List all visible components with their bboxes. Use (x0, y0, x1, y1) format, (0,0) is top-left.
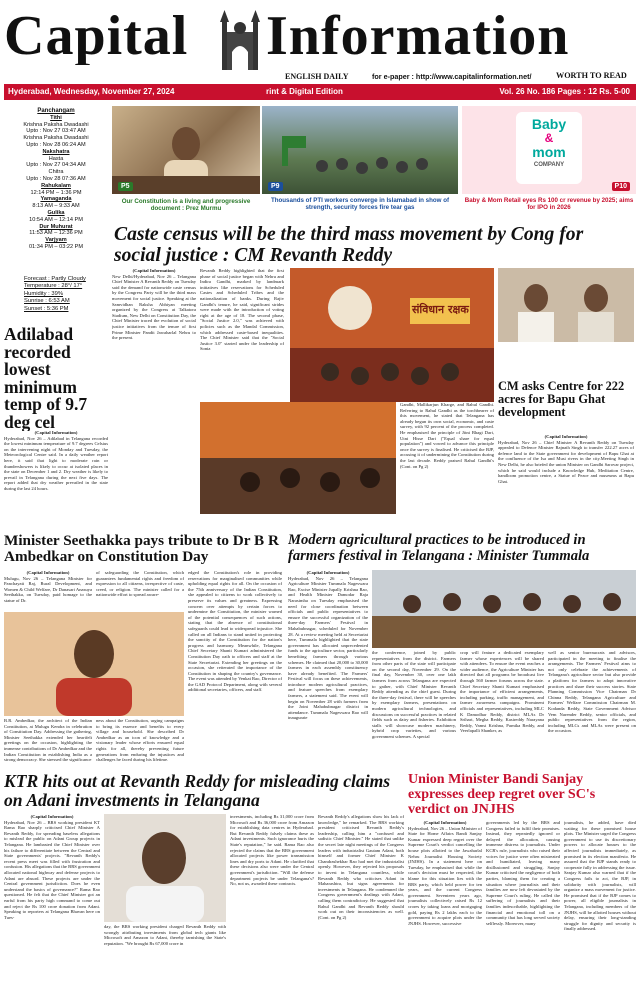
panchangam-line: Krishna Paksha Dwadashi (23, 121, 89, 128)
samvidhan-banner: संविधान रक्षक (412, 303, 469, 316)
ad-line2: mom (532, 144, 566, 160)
panchangam-line: Upto : Nov 28 07:36 AM (26, 175, 86, 182)
panchangam-line: 10:54 AM – 12:14 PM (29, 216, 83, 223)
ktr-text-3: investments, including Rs 31,000 crore from Microsoft and Rs 36,000 crore from Amazon for establishing data centres in Hyderabad. But Revanth Reddy falsely claims these as Adani investments. Such ignorance hurts the State's reputation," he said. Rama Rao also rejected the claims that the BRS government allocated projects like power transmission lines and dry ports to Adani. He clarified that these decisions also were under the Central government's jurisdiction. "Will the defense department projects be under Telangana's? No, not us, awarded these contracts. (230, 814, 314, 887)
tummala-col-3 (460, 650, 544, 770)
panchangam-box (4, 106, 108, 276)
tummala-text-1: Hyderabad, Nov 26 – Telangana Agriculture Minister Tummala Nageswara Rao, Excise Minister Jupally Krishna Rao, and Health Minister Damodar Raja Narasimha on Tuesday emphasised the need for close coordination between officials and public representatives to ensure the successful organization of the three-day Farmers' Festival in Mahabubnagar, scheduled for November 28. At a review meeting held at Secretariat here, Tummala highlighted that the state government has allocated unprecedented funds to the agriculture sector, particularly benefiting farmers through various schemes. He claimed that 20,000 to 30,000 farmers in each assembly constituency have already benefited. The Farmers' Festival will focus on these achievements, introduce modern agricultural practices, and feature speeches from exemplary farmers, a statement said. The event will begin on November 28 with farmers from the Joint Mahabubnagar district in attendance. Tummala Nageswara Rao will inaugurate (288, 575, 368, 721)
sanjay-text-1: Hyderabad, Nov 26 – Union Minister of State for Home Affairs Bandi Sanjay Kumar expressed deep regret over the Supreme Court's verdict cancelling the house plots allotted to the Jawaharlal Nehru Journalist Housing Society (JNJHS). In a statement here on Tuesday, he emphasised that while the court's decision must be respected, the blame for this situation lies with the BRS party, which held power for ten years, and the current Congress government. Seventeen years ago, journalists collectively raised Rs 12 crores by taking loans and mortgaging gold, paying Rs 2 lakhs each to the government to acquire plots under the JNJHS. However, successive (408, 825, 482, 926)
weather-sunset: Sunset : 5:36 PM (24, 305, 69, 312)
panchangam-label: Rahukalam (41, 182, 71, 189)
ktr-photo (104, 814, 226, 922)
ktr-headline: KTR hits out at Revanth Reddy for misleading claims on Adani investments in Telangana (4, 772, 391, 810)
panchangam-label: Tithi (50, 114, 62, 121)
ktr-text-2: day, the BRS working president charged Revanth Reddy with wrongly attributing investments from global tech giants like Microsoft and Amazon to Adani, thereby tarnishing the State's reputation. "We brought Rs 67,000 crore in (104, 924, 226, 946)
panchangam-line: 12:14 PM – 1:36 PM (30, 189, 82, 196)
masthead-title-right: Information (266, 8, 570, 66)
caste-col-3-text (400, 402, 494, 514)
tummala-photo (372, 570, 636, 648)
weather-humidity: Humidity : 39% (24, 290, 63, 297)
caste-headline: Caste census will be the third mass movement by Cong for social justice : CM Revanth Reddy (114, 224, 584, 266)
teaser-1-caption: Our Constitution is a living and progressive document : Prez Murmu (121, 198, 251, 213)
seethakka-col-3 (188, 570, 282, 770)
dateline-bar (4, 84, 636, 100)
sanjay-source: (Capital Information) (423, 820, 467, 825)
panchangam-line: Hasta (48, 155, 64, 162)
ktr-col-1 (4, 814, 100, 996)
teaser-2-page: P9 (268, 182, 283, 191)
issue-info: Vol. 26 No. 186 Pages : 12 Rs. 5-00 (499, 87, 630, 96)
ad-logo-box (516, 112, 582, 184)
teaser-3-page: P10 (612, 182, 630, 191)
ktr-col-3 (230, 814, 314, 996)
cm-centre-text: Hyderabad, Nov 26 – Chief Minister A Revanth Reddy on Tuesday appealed to Defence Minister Rajnath Singh to transfer 222.27 acres of defence land to the State government for development of Bapu Ghat at the confluence of the Isa and Musi rivers in the city.Meeting Singh in New Delhi, he also briefed the union Minister on Gandhi Sarovar project, which he said would include a Knowledge Hub, Meditation Centre, handloom promotion centre, a Statue of Peace and museums at Bapu Ghat. (498, 439, 634, 484)
seethakka-text-2: of safeguarding the Constitution, which guarantees fundamental rights and freedom of expression to all citizens, irrespective of caste, creed, or religion. The minister called for a nationwide effort to spread aware- (96, 570, 184, 598)
edition-tag: ENGLISH DAILY (285, 72, 349, 81)
teaser-1-page: P5 (118, 182, 133, 191)
teaser-3[interactable] (462, 106, 636, 222)
panchangam-line: 11:53 AM – 12:36 PM (29, 230, 83, 237)
panchangam-line: Krishna Paksha Dwadashi (23, 135, 89, 142)
seethakka-text-1b: B.R. Ambedkar, the architect of the Indian Constitution, at Mulugu Kendra in celebration of Constitution Day. Addressing the gathering, Minister Seethakka extended her heartfelt greetings on the occasion, highlighting the immense contributions of Dr Ambedkar and the Indian Constitution in establishing India as a strong democracy. She stressed the significance (4, 718, 92, 763)
panchangam-label: Nakshatra (42, 148, 70, 155)
panchangam-label: Varjyam (45, 237, 67, 244)
seethakka-photo (4, 612, 184, 716)
ad-line1: Baby (531, 116, 567, 132)
edition-label: rint & Digital Edition (266, 87, 343, 96)
tummala-col-1 (288, 570, 368, 770)
ad-line3: COMPANY (533, 162, 565, 168)
adilabad-source: (Capital Information) (34, 430, 78, 435)
sanjay-col-2 (486, 820, 560, 996)
tummala-text-3: crop will feature a dedicated exemplary farmer whose experiences will be shared with attendees. To ensure the event reaches a wider audience, the Agriculture Minister has directed that all programs be broadcast live through 560 farmer forums across the state. Chief Secretary Shanti Kumari emphasised the importance of efficient arrangements, including parking, traffic management, and farmer awareness campaigns. Prominent officials and representatives, including MLC K Damodhar Reddy, district MLAs Dr Srihari, Megha Reddy, Kasireddy Narayana Reddy, Vamsi Krishna, Parnika Reddy, and Veerlapalli Shanker, as (460, 650, 544, 734)
caste-text-1: New Delhi/Hyderabad, Nov 26 – Telangana Chief Minister A Revanth Reddy on Tuesday said the demand for nationwide caste census by the Congress Party will be the third mass movement for social justice. Speaking at the Samvidhan Raksha Abhiyan meeting organized by the Congress at Talkatora Stadium, New Delhi on Constitution Day, the Chief Minister traced the evolution of social justice initiatives from the tenure of first Prime Minister Pandit Jawaharlal Nehru to the present. (112, 273, 196, 341)
samvidhan-photo (290, 268, 494, 402)
ad-amp: & (544, 131, 554, 145)
seethakka-col-2b (96, 718, 184, 770)
teaser-2-caption: Thousands of PTI workers converge in Islamabad in show of strength, security forces fire tear gas (270, 197, 450, 212)
panchangam-label: Yamaganda (40, 196, 72, 203)
panchangam-line: 8:13 AM – 9:33 AM (32, 203, 80, 210)
cm-centre-body (498, 434, 634, 514)
panchangam-title: Panchangam (37, 108, 75, 114)
tummala-source: (Capital Information) (306, 570, 350, 575)
adilabad-headline: Adilabad recorded lowest minimum temp of 9.7 deg cel (4, 326, 88, 431)
panchangam-list (4, 115, 108, 251)
ktr-col-2 (104, 924, 226, 996)
baby-mom-ad (462, 106, 636, 194)
ktr-col-4 (318, 814, 404, 996)
seethakka-col-1b (4, 718, 92, 770)
teaser-2[interactable] (262, 106, 458, 222)
seethakka-text-1: Mulugu, Nov 26 – Telangana Minister for Panchayati Raj, Rural Development, and Women & Child Welfare, Dr Danasari Anasuya Seethakka, on Tuesday, paid homage to the statue of Dr. (4, 575, 92, 603)
motto: WORTH TO READ (556, 71, 627, 80)
adilabad-body (4, 430, 108, 532)
ktr-text-4: Revanth Reddy's allegations show his lack of knowledge," he remarked. The BRS working president criticised Revanth Reddy's leadership, calling him a "confused and sadistic Chief Minister." He stated that unlike the secret late night meetings of the Congress leaders with industrialist Gautam Adani, both himself and former Chief Minister K Chandrashekhar Rao had met the industrialist openly. However, they rejected his proposals to invest in Telangana countless, while Revanth Reddy who criticises Adani in Maharashtra, but signs agreements for investments in Telangana. He condemned the Congress government's dealings with Adani, calling them contradictory. He suggested that Rahul Gandhi and Revanth Reddy should work out on their inconsistencies as well. (Cont. on Pg 2) (318, 814, 404, 920)
tummala-meeting (372, 570, 636, 648)
cm-meeting-people (498, 268, 634, 342)
seethakka-text-3: edged the Constitution's role in providing reservations for marginalised communities while upholding equal rights for all. On the occasion of the 75th anniversary of the Indian Constitution, she appealed to citizens to work collectively to preserve its values and greatness. Expressing concern over attempts by certain forces to undermine the Constitution, the minister warned of the potential consequences of such actions, stating that the absence of constitutional safeguards could lead to widespread injustice. She called on all Indians to stand united in protecting the sanctity of the Constitution for the nation's progress and harmony. Meanwhile, Telangana Chief Secretary Shanti Kumari administered the Constitution Day oath to officers and staff at the State Secretariat. Extending her greetings on the occasion, she reiterated the importance of the Constitution in shaping the country's governance. The event was attended by Venkat Rao, Director of the GAD Protocol Department, along with several additional secretaries, officers, and staff. (188, 570, 282, 693)
sanjay-col-3 (564, 820, 636, 996)
caste-source: (Capital Information) (132, 268, 176, 273)
masthead (0, 0, 640, 106)
tummala-col-2 (372, 650, 456, 770)
seethakka-headline: Minister Seethakka pays tribute to Dr B R Ambedkar on Constitution Day (4, 533, 279, 566)
panchangam-label: Dur Muhurat (39, 223, 73, 230)
ktr-source: (Capital Information) (30, 814, 74, 819)
masthead-title-left: Capital (4, 8, 189, 66)
tummala-text-4: well as senior bureaucrats and advisors, participated in the meeting to finalise the arrangements. The Farmers' Festival aims to not only celebrate the achievements of Telangana's agriculture sector but also provide a platform for farmers to adopt innovative practices and share their success stories. State Planning Commission Vice Chairman Dr Chinna Reddy, Telangana Agriculture and Farmers' Welfare Commission Chairman M. Kodanda Reddy, State Government Advisor Vem Narender Reddy, senior officials, and public representatives from the region, including MLCs and MLAs were present on the occasion. (548, 650, 636, 734)
sanjay-headline: Union Minister Bandi Sanjay expresses deep regret over SC's verdict on JNJHS (408, 772, 596, 817)
sanjay-text-2: governments led by the BRS and Congress failed to fulfil their promises. Instead, they repeatedly ignored or delayed the allocation, causing immense distress to journalists. Under KCR's rule, journalists who raised their voices for justice were often mistreated and humiliated, leaving many disillusioned and struggling. Sanjay Kumar criticised the negligence of both parties, blaming them for creating a situation where journalists and their families are now left devastated by the Supreme Court's ruling. He called the suffering of journalists and their families indescribable, highlighting the financial and emotional toll on a community that has long served society selflessly. Moreover, many (486, 820, 560, 926)
sanjay-col-1 (408, 820, 482, 996)
sanjay-text-3: journalists, he added, have died waiting for these promised house plots. The Minister urged the Congress government to use its discretionary powers to allocate houses to the affected journalists immediately, as promised in its election manifesto. He assured that the BJP stands ready to cooperate fully in addressing the issue. Sanjay Kumar also warned that if the Congress fails to act, the BJP, in solidarity with journalists, will organize a mass movement for justice. He promised that if the BJP comes to power, all eligible journalists in Telangana, including members of the JNJHS, will be allotted houses without delay, ensuring their long-standing struggle for dignity and security is finally addressed. (564, 820, 636, 932)
seethakka-col-2 (96, 570, 184, 610)
teaser-1-figure (112, 106, 260, 194)
seethakka-text-2b: ness about the Constitution, urging campaigns to bring its essence and benefits to every village and household. She described Dr Ambedkar as an icon of knowledge and a visionary leader whose efforts ensured equal rights for all, thereby preventing future generations from enduring the injustices and challenges he faced during his lifetime. (96, 718, 184, 763)
adilabad-text: Hyderabad, Nov 26 – Adilabad in Telangana recorded the lowest minimum temperature of 9.7 degrees Celsius on the intervening night of Monday and Tuesday, the Meteorological Centre said. In a daily weather report here, it said that light to moderate rain or thundershowers is likely to occur at isolated places in the state on December 1 and 2. Dry weather is likely to prevail in Telangana during the next five days. The report added that dry weather prevailed in the state during the last 24 hours. (4, 435, 108, 491)
panchangam-line: Upto : Nov 28 06:24 AM (26, 141, 86, 148)
cm-meeting-photo (498, 268, 634, 342)
teaser-2-crowd (262, 106, 458, 194)
teaser-1-photo (112, 106, 260, 194)
caste-col-1 (112, 268, 196, 402)
caste-text-2: Revanth Reddy highlighted that the first phase of social justice began with Nehru and Indira Gandhi, marked by landmark initiatives like reservations for Scheduled Castes and Scheduled Tribes and the nationalization of banks. During Rajiv Gandhi's tenure, he said, significant strides were made with the introduction of voting right at the age of 18. The second phase, "Social Justice 2.0," was achieved with policies such as the Mandal Commission, which addressed caste-based inequalities. The Chief Minister said that the "Social Justice 3.0" started under the leadership of Sonia (200, 268, 284, 352)
panchangam-line: Upto : Nov 27 04:34 AM (26, 162, 86, 169)
teaser-3-caption: Baby & Mom Retail eyes Rs 100 cr revenue by 2025; aims for IPO in 2026 (464, 197, 634, 212)
tummala-headline: Modern agricultural practices to be introduced in farmers festival in Telangana : Minister Tummala (288, 533, 590, 564)
ktr-text-1: Hyderabad, Nov 26 – BRS working president KT Rama Rao sharply criticised Chief Minister A Revanth Reddy, for spreading baseless allegations to mislead the public on Adani Group projects in Telangana. He lambasted the Chief Minister over his failure to differentiate between the Central and State governments' projects. "Revanth Reddy's recent press meet was filled with frustration and confusion. His allegations that the BRS government allocated national highway and defense projects to Adani are absurd. These projects are under the Central government jurisdiction. Does he even understand the basics of governance?" Rama Rao questioned. He felt that the Chief Minister got an earful from his party high command to come out and reject the Rs 100 crore donation from Adani. Speaking to reporters at Telangana Bhavan here on Tues- (4, 819, 100, 920)
cm-centre-headline: CM asks Centre for 222 acres for Bapu Ghat development (498, 380, 625, 419)
samvidhan-stage (290, 268, 494, 402)
weather-temperature: Temperature : 28°/ 17° (24, 283, 83, 290)
cm-centre-source: (Capital Information) (544, 434, 588, 439)
caste-col-2 (200, 268, 284, 402)
panchangam-label: Gulika (47, 209, 65, 216)
panchangam-line: Chitra (48, 169, 64, 176)
teaser-1[interactable] (112, 106, 260, 222)
seethakka-col-1 (4, 570, 92, 610)
caste-photo-2 (200, 402, 396, 514)
ktr-figure (104, 814, 226, 922)
caste-text-3: Gandhi, Mallikarjun Kharge, and Rahul Gandhi. Referring to Rahul Gandhi as the torchbearer of this movement, he stated that Telangana has already begun its own social, economic, and caste survey, with 92 percent of the process completed. He emphasised the principle of Jitni Bhagi Dari, Utni Hisse Dari ("Equal share for equal population") and vowed to advance this principle once the survey is finalised. He criticised the BJP, accusing it of undermining the Constitution during the last decade. Reddy praised Rahul Gandhi's (Cont. on Pg 2) (400, 402, 494, 469)
caste-photo-2-scene (200, 402, 396, 514)
teaser-2-photo (262, 106, 458, 194)
tummala-col-4 (548, 650, 636, 770)
epaper-link[interactable]: for e-paper : http://www.capitalinformation.net/ (372, 72, 532, 81)
weather-box (4, 276, 108, 324)
charminar-logo (216, 8, 264, 72)
weather-forecast: Forecast : Partly Cloudy (24, 276, 86, 282)
seethakka-figure (4, 612, 184, 716)
dateline: Hyderabad, Wednesday, November 27, 2024 (8, 87, 175, 96)
weather-sunrise: Sunrise : 6:53 AM (24, 298, 70, 305)
panchangam-line: Upto : Nov 27 03:47 AM (26, 128, 86, 135)
caste-col-4 (112, 402, 196, 514)
tummala-text-2: the conference, joined by public representatives from the district. Farmers from other parts of the state will participate on the second day, November 29. On the final day, November 30, over one lakh farmers from across Telangana are expected to gather, with Chief Minister Revanth Reddy attending as the chief guest. During the three-day festival, there will be speeches by exemplary farmers, presentations on modern agricultural technologies, and discussions on successful practices in related fields such as dairy and fisheries. Exhibition stalls will showcase modern machinery, hybrid crop varieties, and various government schemes. A special (372, 650, 456, 739)
seethakka-source: (Capital Information) (26, 570, 70, 575)
panchangam-line: 01:34 PM – 03:22 PM (28, 243, 84, 250)
